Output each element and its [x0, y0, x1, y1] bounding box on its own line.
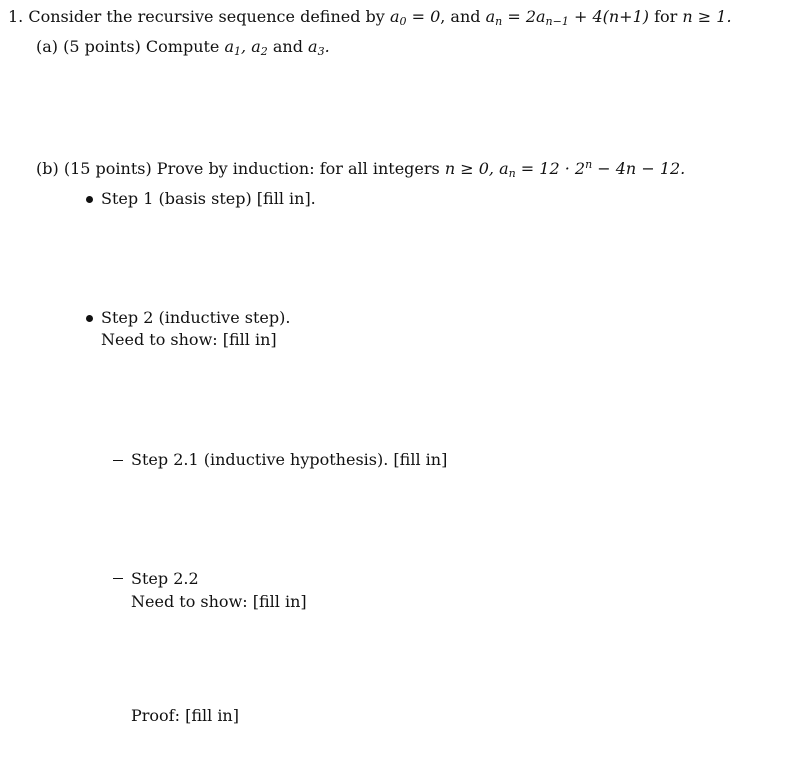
- step21: Step 2.1 (inductive hypothesis). [fill in]: [131, 450, 448, 469]
- problem-intro: Consider the recursive sequence defined by: [28, 7, 385, 26]
- step22-title: Step 2.2: [131, 569, 199, 588]
- part-a-term3: $a_3$.: [308, 37, 330, 58]
- for-text: for: [654, 7, 678, 26]
- part-b-label: (b): [36, 159, 59, 178]
- domain-condition: n ≥ 1.: [682, 7, 732, 26]
- dash-step21-icon: [113, 460, 123, 461]
- part-a-terms: $a_1$, $a_2$: [224, 37, 268, 58]
- step2-title: Step 2 (inductive step).: [101, 308, 291, 327]
- part-b-points: (15 points): [63, 159, 152, 178]
- problem-number: 1.: [8, 7, 24, 26]
- part-b: [36, 158, 686, 180]
- part-b-formula: n ≥ 0, $a_n = 12 \cdot 2^n - 4n - 12$.: [444, 158, 686, 180]
- part-a-points: (5 points): [63, 37, 141, 56]
- part-a: [36, 37, 330, 58]
- step22-need: Need to show: [fill in]: [131, 592, 307, 611]
- proof-line: Proof: [fill in]: [131, 706, 239, 725]
- part-a-text: Compute: [145, 37, 220, 56]
- part-b-text: Prove by induction: for all integers: [156, 159, 440, 178]
- step2-need: Need to show: [fill in]: [101, 330, 277, 349]
- initial-condition: $a_0 = 0$: [389, 7, 441, 28]
- part-a-and: and: [272, 37, 303, 56]
- part-a-label: (a): [36, 37, 59, 56]
- problem-statement: [8, 7, 732, 28]
- bullet-step1-icon: [86, 196, 93, 203]
- sep-and: , and: [440, 7, 481, 26]
- step1: Step 1 (basis step) [fill in].: [101, 189, 316, 208]
- dash-step22-icon: [113, 578, 123, 579]
- bullet-step2-icon: [86, 315, 93, 322]
- recurrence-formula: $a_n = 2a_{n-1} + 4(n+1)$: [485, 7, 649, 28]
